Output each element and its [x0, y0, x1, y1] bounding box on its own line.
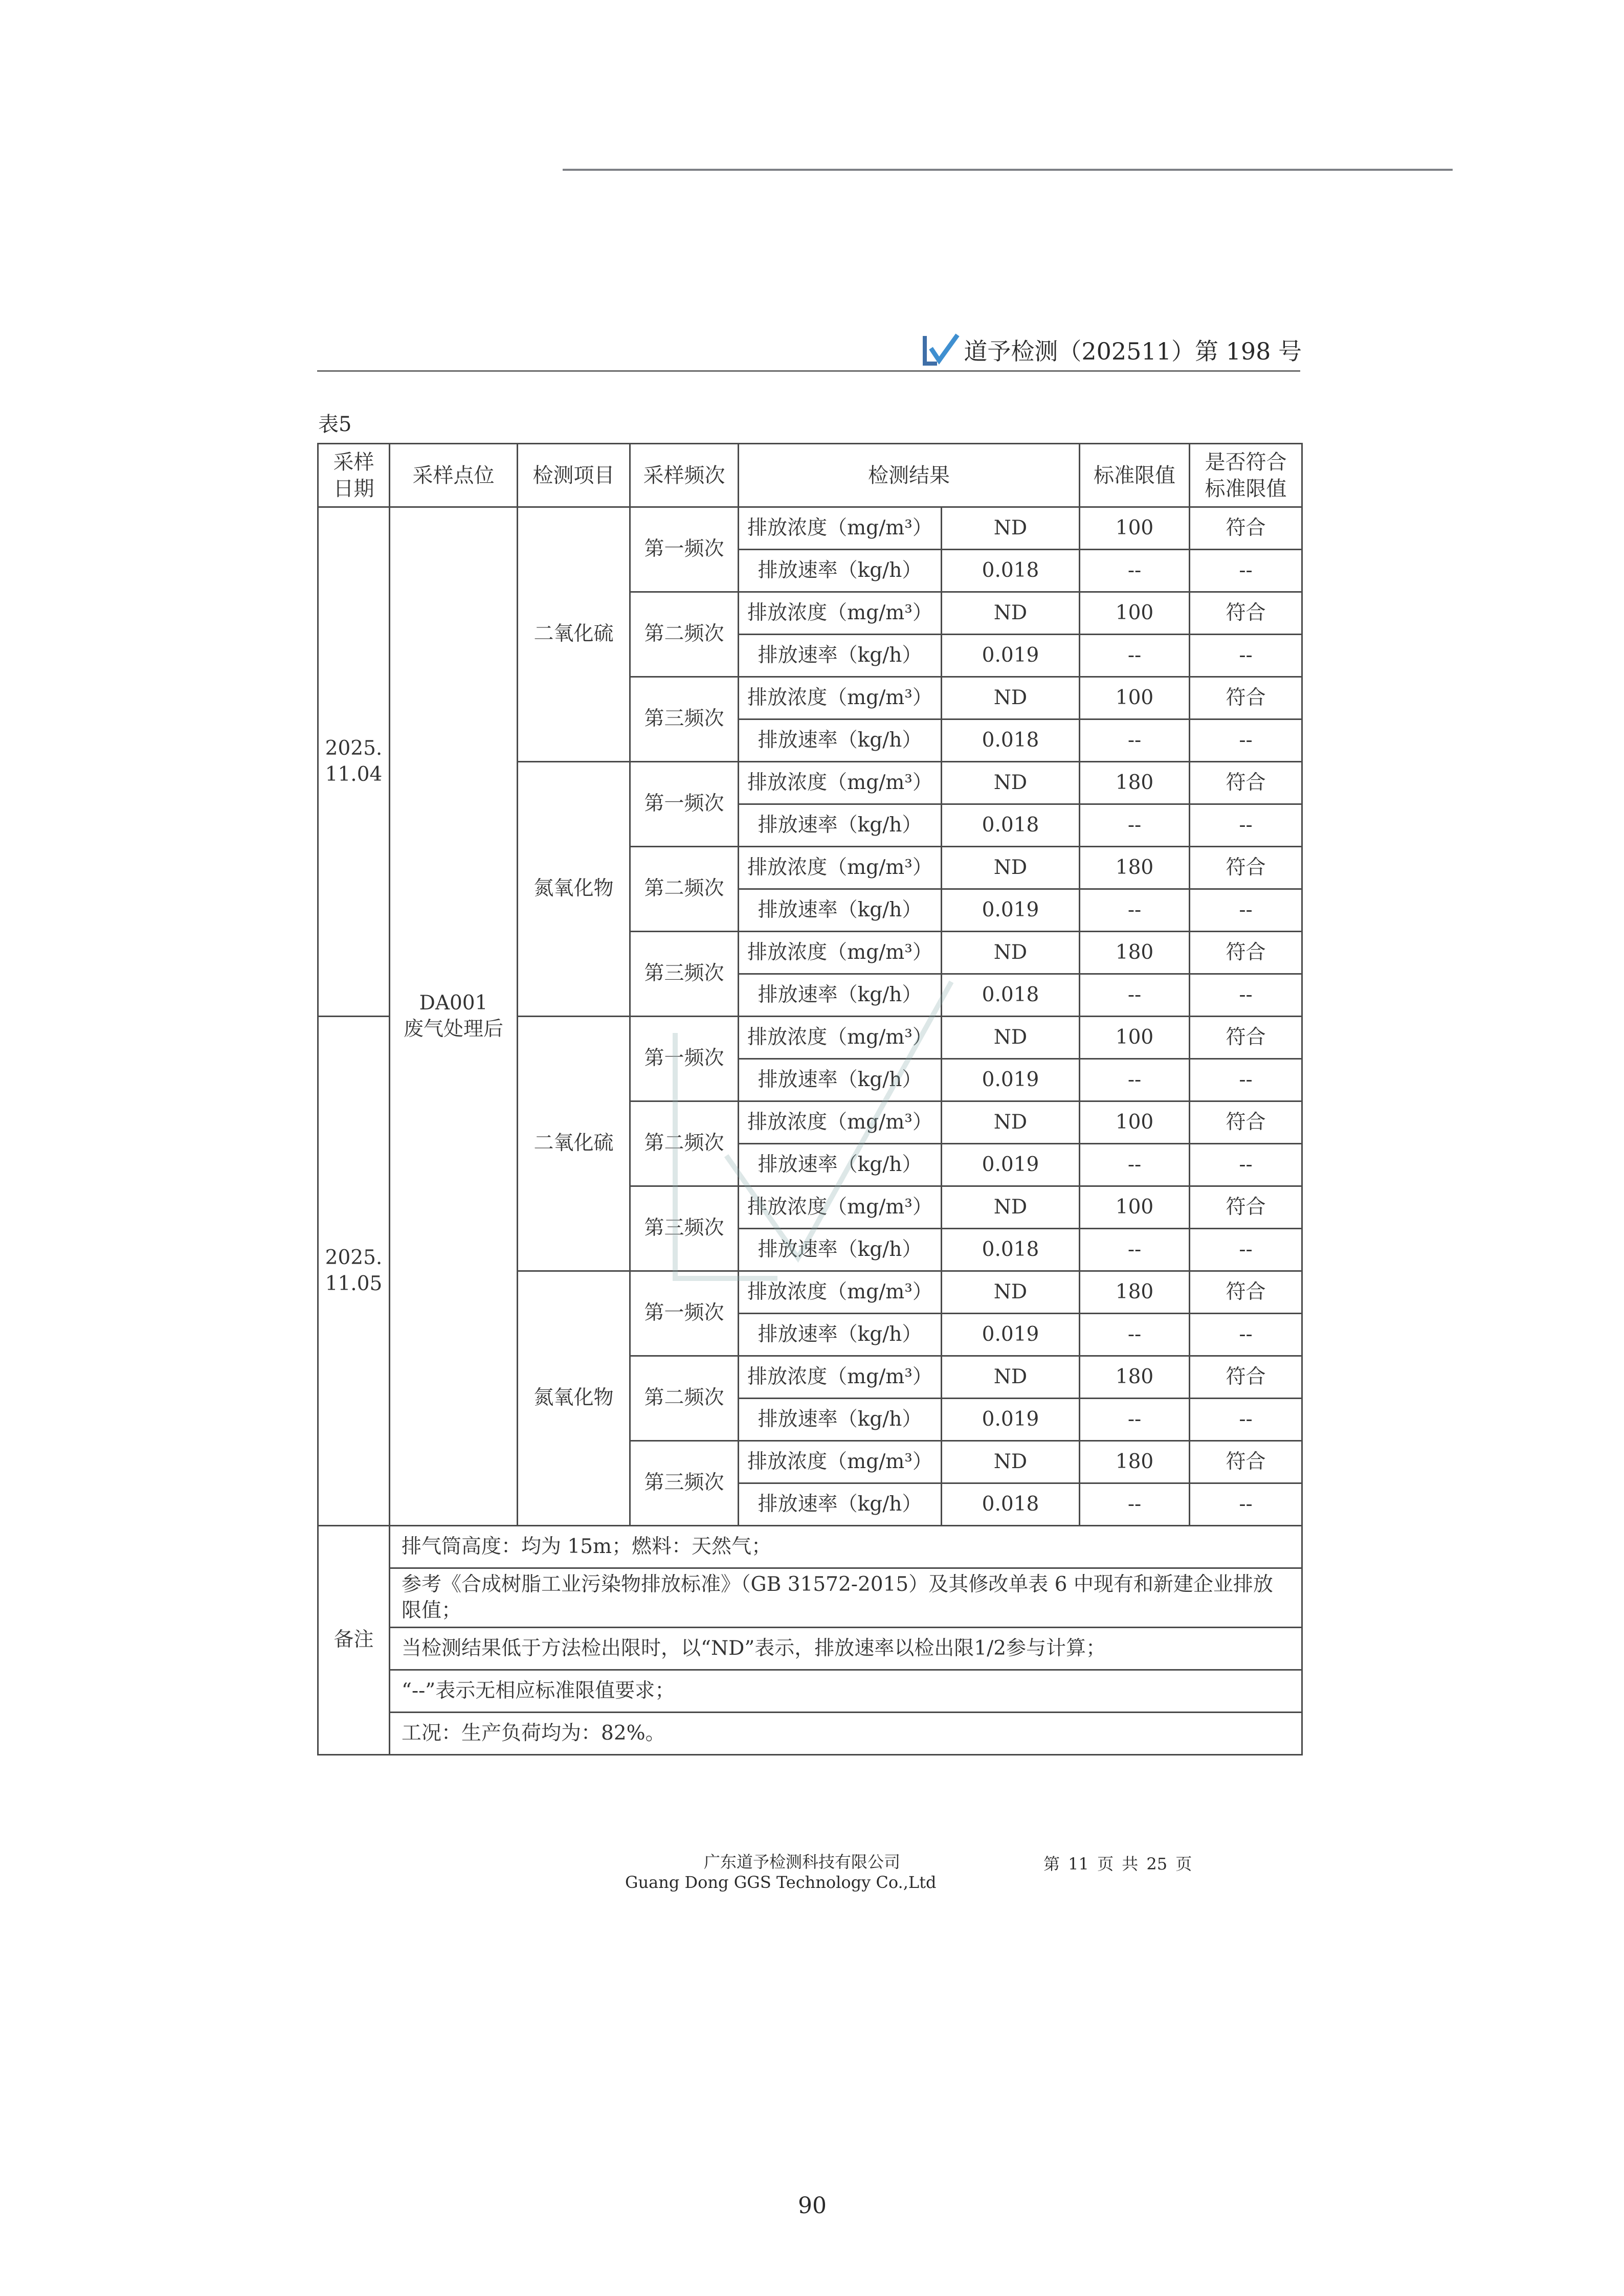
result-value: ND — [942, 507, 1080, 550]
param-label: 排放速率（kg/h） — [739, 1314, 942, 1356]
remark-row — [318, 1670, 1302, 1713]
param-label: 排放速率（kg/h） — [739, 719, 942, 762]
limit-value: 100 — [1080, 1017, 1190, 1059]
param-label: 排放浓度（mg/m³） — [739, 1356, 942, 1399]
frequency: 第一频次 — [630, 762, 739, 847]
limit-value: -- — [1080, 1483, 1190, 1526]
result-value: ND — [942, 1017, 1080, 1059]
result-value: 0.018 — [942, 1229, 1080, 1271]
company-logo-icon — [922, 333, 961, 367]
col-compliance-header: 是否符合 标准限值 — [1190, 444, 1302, 507]
compliance-value: 符合 — [1190, 847, 1302, 889]
limit-value: 180 — [1080, 1271, 1190, 1314]
param-label: 排放浓度（mg/m³） — [739, 847, 942, 889]
result-value: 0.019 — [942, 1059, 1080, 1101]
frequency: 第一频次 — [630, 507, 739, 592]
limit-value: -- — [1080, 1314, 1190, 1356]
compliance-value: -- — [1190, 974, 1302, 1017]
param-label: 排放速率（kg/h） — [739, 1483, 942, 1526]
param-label: 排放速率（kg/h） — [739, 635, 942, 677]
compliance-value: -- — [1190, 1483, 1302, 1526]
remarks-label: 备注 — [318, 1526, 390, 1755]
limit-value: -- — [1080, 1059, 1190, 1101]
frequency: 第二频次 — [630, 1101, 739, 1186]
header-row — [318, 444, 1302, 507]
remark-row — [318, 1628, 1302, 1670]
compliance-value: -- — [1190, 1059, 1302, 1101]
compliance-value: -- — [1190, 889, 1302, 932]
page-info: 第 11 页 共 25 页 — [1043, 1854, 1192, 1874]
limit-value: -- — [1080, 1229, 1190, 1271]
result-value: ND — [942, 762, 1080, 804]
footer-company-cn: 广东道予检测科技有限公司 — [704, 1852, 901, 1872]
document-page-number: 90 — [798, 2193, 827, 2219]
param-label: 排放速率（kg/h） — [739, 1229, 942, 1271]
limit-value: 180 — [1080, 847, 1190, 889]
limit-value: -- — [1080, 1144, 1190, 1186]
param-label: 排放速率（kg/h） — [739, 1059, 942, 1101]
param-label: 排放浓度（mg/m³） — [739, 507, 942, 550]
compliance-value: 符合 — [1190, 677, 1302, 719]
col-date-header: 采样 日期 — [318, 444, 390, 507]
compliance-value: -- — [1190, 1229, 1302, 1271]
limit-value: -- — [1080, 974, 1190, 1017]
sampling-date: 2025. 11.05 — [318, 1017, 390, 1526]
compliance-value: 符合 — [1190, 1441, 1302, 1483]
remark-row — [318, 1526, 1302, 1568]
compliance-value: 符合 — [1190, 1356, 1302, 1399]
frequency: 第三频次 — [630, 932, 739, 1017]
compliance-value: 符合 — [1190, 932, 1302, 974]
frequency: 第二频次 — [630, 847, 739, 932]
result-value: ND — [942, 1356, 1080, 1399]
compliance-value: -- — [1190, 550, 1302, 592]
report-header — [922, 331, 1302, 368]
limit-value: 180 — [1080, 1356, 1190, 1399]
frequency: 第三频次 — [630, 1441, 739, 1526]
result-value: ND — [942, 1441, 1080, 1483]
param-label: 排放浓度（mg/m³） — [739, 1441, 942, 1483]
param-label: 排放浓度（mg/m³） — [739, 1017, 942, 1059]
remark-line: 当检测结果低于方法检出限时，以“ND”表示，排放速率以检出限1/2参与计算； — [390, 1628, 1302, 1670]
top-scan-line — [563, 169, 1453, 171]
limit-value: 100 — [1080, 1186, 1190, 1229]
result-value: ND — [942, 1186, 1080, 1229]
report-number: 道予检测（202511）第 198 号 — [964, 337, 1302, 365]
compliance-value: -- — [1190, 1314, 1302, 1356]
param-label: 排放浓度（mg/m³） — [739, 932, 942, 974]
result-value: 0.018 — [942, 1483, 1080, 1526]
param-label: 排放浓度（mg/m³） — [739, 762, 942, 804]
remark-row — [318, 1713, 1302, 1755]
limit-value: 100 — [1080, 592, 1190, 635]
table-row — [318, 507, 1302, 550]
limit-value: 100 — [1080, 677, 1190, 719]
frequency: 第一频次 — [630, 1271, 739, 1356]
limit-value: 100 — [1080, 1101, 1190, 1144]
compliance-value: 符合 — [1190, 1101, 1302, 1144]
result-value: 0.019 — [942, 1144, 1080, 1186]
limit-value: -- — [1080, 550, 1190, 592]
compliance-value: 符合 — [1190, 1017, 1302, 1059]
table-label: 表5 — [318, 413, 352, 436]
frequency: 第二频次 — [630, 1356, 739, 1441]
param-label: 排放浓度（mg/m³） — [739, 1271, 942, 1314]
result-value: 0.019 — [942, 635, 1080, 677]
test-item: 氮氧化物 — [518, 762, 630, 1017]
test-item: 二氧化硫 — [518, 1017, 630, 1271]
limit-value: 180 — [1080, 1441, 1190, 1483]
col-freq-header: 采样频次 — [630, 444, 739, 507]
result-value: 0.018 — [942, 719, 1080, 762]
results-table — [317, 443, 1303, 1755]
compliance-value: 符合 — [1190, 592, 1302, 635]
remark-row — [318, 1568, 1302, 1628]
col-item-header: 检测项目 — [518, 444, 630, 507]
test-item: 二氧化硫 — [518, 507, 630, 762]
result-value: 0.019 — [942, 1399, 1080, 1441]
param-label: 排放浓度（mg/m³） — [739, 1101, 942, 1144]
param-label: 排放速率（kg/h） — [739, 1399, 942, 1441]
frequency: 第二频次 — [630, 592, 739, 677]
col-limit-header: 标准限值 — [1080, 444, 1190, 507]
limit-value: -- — [1080, 889, 1190, 932]
compliance-value: -- — [1190, 719, 1302, 762]
results-table-wrapper — [317, 443, 1301, 1755]
param-label: 排放浓度（mg/m³） — [739, 592, 942, 635]
test-item: 氮氧化物 — [518, 1271, 630, 1526]
remark-line: 工况：生产负荷均为：82%。 — [390, 1713, 1302, 1755]
result-value: ND — [942, 592, 1080, 635]
result-value: ND — [942, 847, 1080, 889]
param-label: 排放浓度（mg/m³） — [739, 1186, 942, 1229]
limit-value: 180 — [1080, 762, 1190, 804]
limit-value: 100 — [1080, 507, 1190, 550]
col-result-header: 检测结果 — [739, 444, 1080, 507]
result-value: 0.019 — [942, 889, 1080, 932]
compliance-value: 符合 — [1190, 1186, 1302, 1229]
remark-line: 排气筒高度：均为 15m；燃料：天然气； — [390, 1526, 1302, 1568]
limit-value: -- — [1080, 719, 1190, 762]
limit-value: 180 — [1080, 932, 1190, 974]
frequency: 第三频次 — [630, 1186, 739, 1271]
compliance-value: -- — [1190, 1144, 1302, 1186]
frequency: 第一频次 — [630, 1017, 739, 1101]
result-value: 0.019 — [942, 1314, 1080, 1356]
param-label: 排放速率（kg/h） — [739, 550, 942, 592]
compliance-value: 符合 — [1190, 1271, 1302, 1314]
compliance-value: 符合 — [1190, 762, 1302, 804]
result-value: ND — [942, 932, 1080, 974]
sampling-location: DA001 废气处理后 — [390, 507, 518, 1526]
compliance-value: -- — [1190, 635, 1302, 677]
remark-line: 参考《合成树脂工业污染物排放标准》（GB 31572-2015）及其修改单表 6 中现有和新建企业排放限值； — [390, 1568, 1302, 1628]
compliance-value: 符合 — [1190, 507, 1302, 550]
result-value: 0.018 — [942, 550, 1080, 592]
remark-line: “--”表示无相应标准限值要求； — [390, 1670, 1302, 1713]
limit-value: -- — [1080, 1399, 1190, 1441]
param-label: 排放速率（kg/h） — [739, 974, 942, 1017]
limit-value: -- — [1080, 804, 1190, 847]
col-location-header: 采样点位 — [390, 444, 518, 507]
compliance-value: -- — [1190, 804, 1302, 847]
result-value: 0.018 — [942, 974, 1080, 1017]
sampling-date: 2025. 11.04 — [318, 507, 390, 1017]
footer-company-en: Guang Dong GGS Technology Co.,Ltd — [625, 1873, 937, 1892]
compliance-value: -- — [1190, 1399, 1302, 1441]
header-rule — [317, 370, 1300, 372]
result-value: 0.018 — [942, 804, 1080, 847]
param-label: 排放速率（kg/h） — [739, 1144, 942, 1186]
frequency: 第三频次 — [630, 677, 739, 762]
param-label: 排放速率（kg/h） — [739, 889, 942, 932]
param-label: 排放速率（kg/h） — [739, 804, 942, 847]
result-value: ND — [942, 1101, 1080, 1144]
result-value: ND — [942, 1271, 1080, 1314]
result-value: ND — [942, 677, 1080, 719]
limit-value: -- — [1080, 635, 1190, 677]
param-label: 排放浓度（mg/m³） — [739, 677, 942, 719]
